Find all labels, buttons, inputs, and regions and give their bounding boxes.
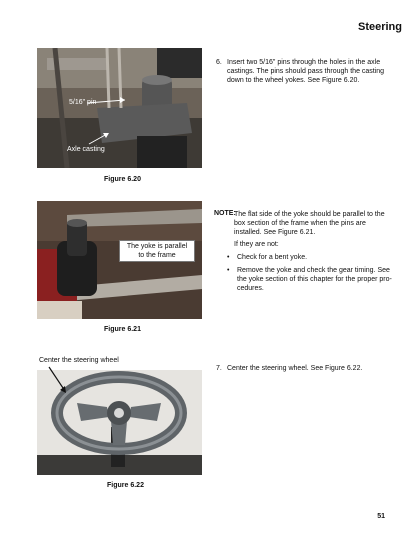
label-axle-casting: Axle casting	[67, 146, 105, 153]
label-center-steering-wheel: Center the steering wheel	[39, 357, 119, 364]
label-yoke-parallel: The yoke is parallel to the frame	[119, 240, 195, 262]
note-text: The flat side of the yoke should be parallel to the box section of the frame when the pins are installed. See Figure 6.21.	[234, 211, 385, 236]
step-6-text: Insert two 5/16" pins through the holes in the axle castings. The pins should pass through the casting down to the wheel yokes. See Figure 6.20.	[227, 59, 385, 84]
figure-6-21-caption: Figure 6.21	[104, 326, 141, 333]
label-pin: 5/16" pin	[69, 99, 97, 106]
note-if-not: If they are not:	[234, 241, 279, 248]
figure-6-20-photo	[37, 48, 202, 168]
page-number: 51	[377, 513, 385, 520]
step-7	[216, 364, 406, 374]
figure-6-20-caption: Figure 6.20	[104, 176, 141, 183]
step-6-number: 6.	[216, 59, 222, 66]
note-bullet-1: • Check for a bent yoke.	[227, 254, 308, 261]
step-7-number: 7.	[216, 365, 222, 372]
axle-casting-illustration	[37, 48, 202, 168]
figure-6-22-caption: Figure 6.22	[107, 482, 144, 489]
note-bullet-2: • Remove the yoke and check the gear timing. See the yoke section of this chapter for the proper pro- cedures.	[227, 267, 392, 292]
page-header-title: Steering	[357, 21, 402, 33]
figure-6-22-photo	[37, 355, 202, 475]
note-label: NOTE:	[214, 210, 236, 217]
step-7-text: Center the steering wheel. See Figure 6.22.	[227, 365, 363, 372]
steering-wheel-illustration	[37, 355, 202, 475]
step-6	[216, 58, 406, 88]
